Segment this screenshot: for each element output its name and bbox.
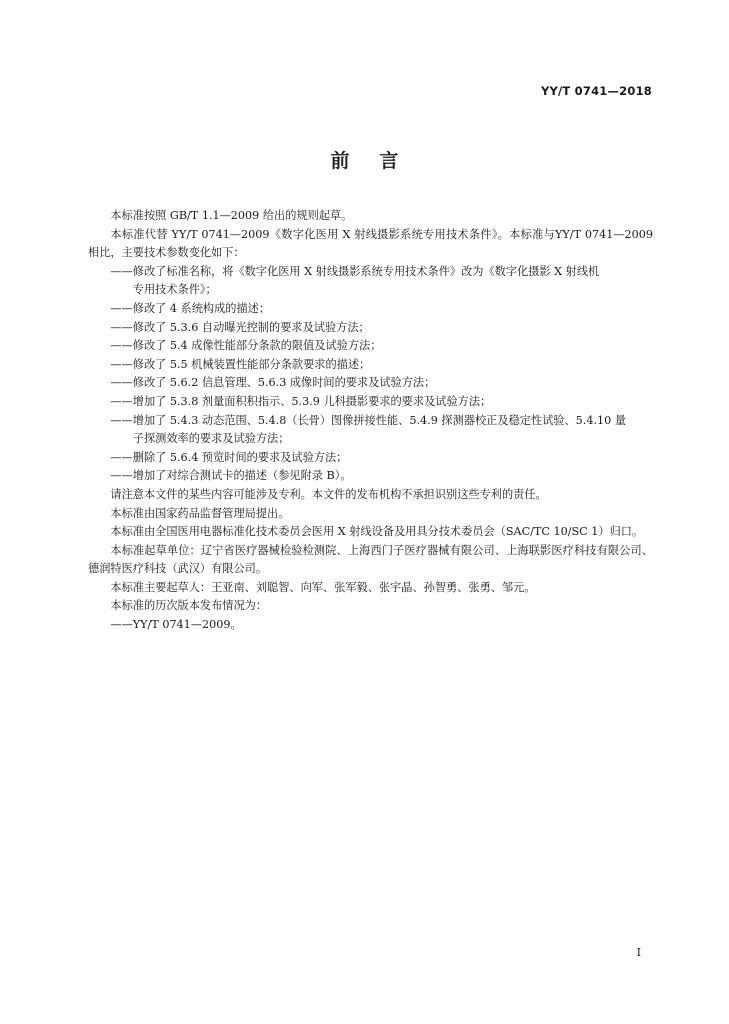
list-item-continuation: 专用技术条件》；: [132, 283, 217, 297]
foreword-body: [88, 207, 653, 635]
list-item: [88, 263, 653, 300]
paragraph-committee: 本标准由全国医用电器标准化技术委员会医用 X 射线设备及用具分技术委员会（SAC/TC 10/SC 1）归口。: [110, 525, 644, 539]
paragraph-drafting-rules: 本标准按照 GB/T 1.1—2009 给出的规则起草。: [110, 209, 353, 222]
paragraph-drafters: 本标准主要起草人：王亚南、刘聪智、向军、张军毅、张宇晶、孙智勇、张勇、邹元。: [110, 580, 536, 594]
paragraph-patent-notice: 请注意本文件的某些内容可能涉及专利。本文件的发布机构不承担识别这些专利的责任。: [110, 487, 547, 501]
page-number: I: [636, 946, 641, 959]
list-item: ——修改了 5.5 机械装置性能部分条款要求的描述；: [110, 357, 371, 371]
list-item: ——删除了 5.6.4 预览时间的要求及试验方法；: [110, 450, 348, 464]
paragraph-drafting-units: 本标准起草单位：辽宁省医疗器械检验检测院、上海西门子医疗器械有限公司、上海联影医疗科技有限公司、德润特医疗科技（武汉）有限公司。: [88, 543, 653, 576]
paragraph-proposer: 本标准由国家药品监督管理局提出。: [110, 506, 290, 520]
list-item-text: ——增加了 5.4.3 动态范围、5.4.8（长骨）图像拼接性能、5.4.9 探测器校正及稳定性试验、5.4.10 量: [110, 413, 626, 427]
list-item: ——增加了对综合测试卡的描述（参见附录 B）。: [110, 469, 352, 483]
page-title: 前言: [330, 150, 429, 172]
list-item: ——修改了 5.3.6 自动曝光控制的要求及试验方法；: [110, 320, 370, 334]
paragraph-history: 本标准的历次版本发布情况为：: [110, 599, 268, 613]
list-item: [88, 412, 653, 449]
list-item-continuation: 子探测效率的要求及试验方法；: [132, 432, 290, 446]
list-item: ——修改了 4 系统构成的描述；: [110, 301, 271, 315]
standard-code: YY/T 0741—2018: [540, 84, 652, 98]
list-item: ——修改了 5.6.2 信息管理、5.6.3 成像时间的要求及试验方法；: [110, 376, 436, 390]
list-item-text: ——修改了标准名称，将《数字化医用 X 射线摄影系统专用技术条件》改为《数字化摄影 X 射线机: [110, 264, 600, 278]
list-item: ——YY/T 0741—2009。: [110, 618, 242, 632]
paragraph-replacement: 本标准代替 YY/T 0741—2009《数字化医用 X 射线摄影系统专用技术条件》。本标准与YY/T 0741—2009 相比，主要技术参数变化如下：: [88, 227, 653, 260]
list-item: ——增加了 5.3.8 剂量面积积指示、5.3.9 儿科摄影要求的要求及试验方法；: [110, 394, 492, 408]
list-item: ——修改了 5.4 成像性能部分条款的限值及试验方法；: [110, 339, 382, 353]
